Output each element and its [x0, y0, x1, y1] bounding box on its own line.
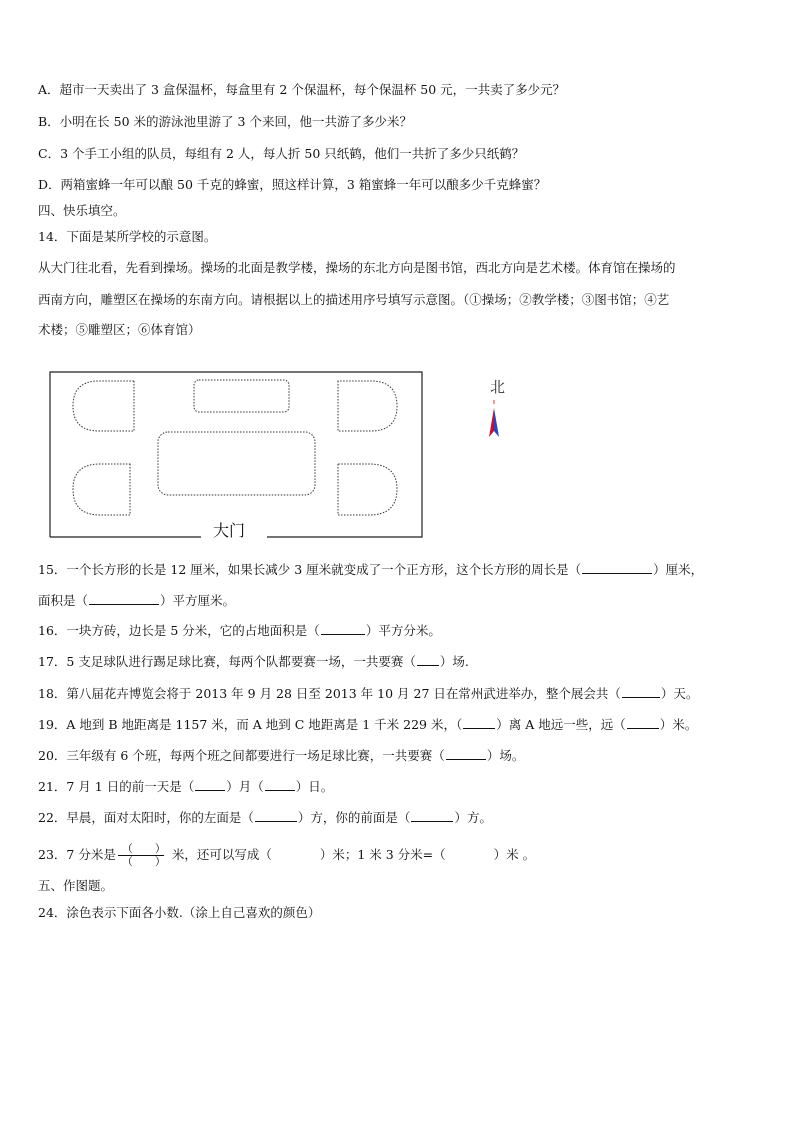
q19-text-c: ）米。	[659, 717, 698, 732]
north-label: 北	[490, 378, 506, 396]
q22-text-b: ）方，你的前面是（	[297, 810, 411, 825]
option-c: C．3 个手工小组的队员，每组有 2 人，每人折 50 只纸鹤，他们一共折了多少只纸鹤？	[38, 146, 525, 161]
q22-text-c: ）方。	[454, 810, 492, 825]
q15-area-blank[interactable]	[89, 593, 159, 605]
playground-slot	[158, 432, 315, 495]
q15-line-1	[38, 562, 703, 578]
north-arrow-left	[489, 408, 494, 437]
q20-text-b: ）场。	[486, 748, 525, 763]
q15-text-b: ）厘米，	[653, 562, 704, 577]
q14-title: 14．下面是某所学校的示意图。	[38, 229, 217, 244]
q15-text-a: 15．一个长方形的长是 12 厘米，如果长减少 3 厘米就变成了一个正方形，这个长方形的周长是（	[38, 562, 582, 577]
q16-text-a: 16．一块方砖，边长是 5 分米，它的占地面积是（	[38, 623, 320, 638]
q17-blank[interactable]	[417, 654, 439, 666]
q21-text-a: 21．7 月 1 日的前一天是（	[38, 779, 195, 794]
q19	[38, 717, 697, 733]
q15-line-2	[38, 593, 235, 609]
q15-text-d: ）平方厘米。	[160, 593, 236, 608]
q23	[38, 843, 535, 868]
q20	[38, 748, 524, 764]
q19-blank-2[interactable]	[627, 717, 659, 729]
gym-slot	[73, 464, 130, 515]
q16-blank[interactable]	[321, 623, 365, 635]
q22-left-blank[interactable]	[255, 810, 297, 822]
q21-month-blank[interactable]	[195, 779, 225, 791]
q18	[38, 686, 698, 702]
q14-desc-2: 西南方向，雕塑区在操场的东南方向。请根据以上的描述用序号填写示意图。（①操场；②教学楼；③图书馆；④艺	[38, 292, 670, 307]
q21	[38, 779, 333, 795]
q23-text-c: ）米；1 米 3 分米=（	[319, 847, 446, 862]
q14-desc-3: 术楼；⑤雕塑区；⑥体育馆）	[38, 322, 201, 337]
q14-desc-1: 从大门往北看，先看到操场。操场的北面是教学楼，操场的东北方向是图书馆，西北方向是艺术楼。体育馆在操场的	[38, 260, 676, 275]
q17	[38, 654, 469, 670]
q17-text-b: ）场.	[439, 654, 469, 669]
q16-text-b: ）平方分米。	[365, 623, 441, 638]
section-heading-5: 五、作图题。	[38, 878, 114, 893]
art-building-slot	[73, 381, 134, 431]
q23-text-b: 米，还可以写成（	[171, 847, 272, 862]
q21-text-c: ）日。	[295, 779, 334, 794]
q23-fraction	[118, 843, 170, 868]
q19-text-b: ）离 A 地远一些，远（	[496, 717, 626, 732]
sculpture-area-slot	[338, 464, 397, 515]
q19-blank-1[interactable]	[463, 717, 495, 729]
q20-text-a: 20．三年级有 6 个班，每两个班之间都要进行一场足球比赛，一共要赛（	[38, 748, 445, 763]
teaching-building-slot	[194, 380, 289, 412]
option-b: B．小明在长 50 米的游泳池里游了 3 个来回，他一共游了多少米？	[38, 114, 412, 129]
option-d: D．两箱蜜蜂一年可以酿 50 千克的蜂蜜，照这样计算，3 箱蜜蜂一年可以酿多少千克蜂蜜？	[38, 177, 547, 192]
q21-day-blank[interactable]	[265, 779, 295, 791]
q21-text-b: ）月（	[226, 779, 264, 794]
q23-text-d: ）米 。	[493, 847, 536, 862]
q22-text-a: 22．早晨，面对太阳时，你的左面是（	[38, 810, 254, 825]
q17-text-a: 17．5 支足球队进行踢足球比赛，每两个队都要赛一场，一共要赛（	[38, 654, 416, 669]
school-map-diagram	[49, 371, 423, 538]
q20-blank[interactable]	[446, 748, 486, 760]
q18-text-b: ）天。	[660, 686, 699, 701]
q16	[38, 623, 441, 639]
q23-text-a: 23．7 分米是	[38, 847, 116, 862]
q23-denominator-blank[interactable]: （ ）	[121, 855, 166, 868]
gate-label: 大门	[213, 521, 246, 540]
north-compass	[480, 376, 520, 446]
q23-numerator-blank[interactable]: （ ）	[121, 842, 166, 855]
q22-front-blank[interactable]	[411, 810, 453, 822]
q15-text-c: 面积是（	[38, 593, 89, 608]
q18-blank[interactable]	[622, 686, 660, 698]
q18-text-a: 18．第八届花卉博览会将于 2013 年 9 月 28 日至 2013 年 10 月 27 日在常州武进举办，整个展会共（	[38, 686, 621, 701]
q15-perimeter-blank[interactable]	[582, 562, 652, 574]
q24-prompt: 24．涂色表示下面各小数.（涂上自己喜欢的颜色）	[38, 905, 321, 920]
section-heading-4: 四、快乐填空。	[38, 203, 126, 218]
library-slot	[338, 381, 397, 431]
option-a: A．超市一天卖出了 3 盒保温杯，每盒里有 2 个保温杯，每个保温杯 50 元，一共卖了多少元？	[38, 82, 566, 97]
q22	[38, 810, 492, 826]
q19-text-a: 19．A 地到 B 地距离是 1157 米，而 A 地到 C 地距离是 1 千米 229 米，（	[38, 717, 463, 732]
north-arrow-right	[494, 408, 499, 437]
